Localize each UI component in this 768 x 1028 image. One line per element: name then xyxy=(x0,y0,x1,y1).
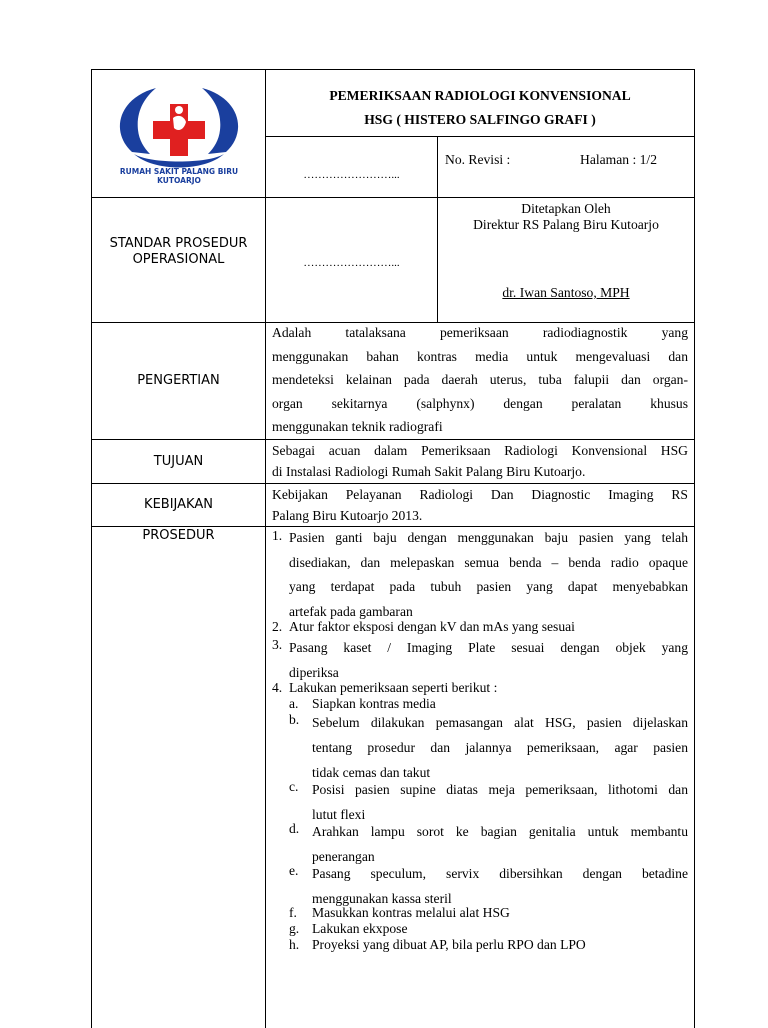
prosedur-item-2: Atur faktor eksposi dengan kV dan mAs yang sesuai xyxy=(289,619,575,634)
prosedur-item-line: Pasien ganti baju dengan menggunakan baju pasien yang telah xyxy=(289,530,688,545)
logo-text-line1: RUMAH SAKIT PALANG BIRU xyxy=(119,167,239,176)
pengertian-label: PENGERTIAN xyxy=(137,373,220,388)
prosedur-item-number: 1. xyxy=(272,528,283,543)
prosedur-item-1 xyxy=(289,526,688,624)
prosedur-item-line: diperiksa xyxy=(289,665,339,680)
sop-label-line2: OPERASIONAL xyxy=(132,252,225,267)
document-title: PEMERIKSAAN RADIOLOGI KONVENSIONAL xyxy=(329,88,631,103)
subitem-letter: g. xyxy=(289,921,300,936)
prosedur-item-line: disediakan, dan melepaskan semua benda – benda radio opaque xyxy=(289,554,688,570)
prosedur-item-number: 4. xyxy=(272,680,283,695)
subitem-letter: d. xyxy=(289,821,300,836)
prosedur-item-3 xyxy=(289,635,688,685)
prosedur-item-4: Lakukan pemeriksaan seperti berikut : xyxy=(289,680,498,695)
pengertian-line: Adalah tatalaksana pemeriksaan radiodiagnostik yang xyxy=(272,325,688,340)
subitem-letter: h. xyxy=(289,937,300,952)
hospital-logo xyxy=(104,80,254,192)
subitem-line: Arahkan lampu sorot ke bagian genitalia untuk membantu xyxy=(312,824,688,839)
subitem-a: Siapkan kontras media xyxy=(312,696,436,711)
subitem-line: tidak cemas dan takut xyxy=(312,765,431,780)
subitem-letter: f. xyxy=(289,905,297,920)
pengertian-line: organ sekitarnya (salphynx) dengan peralatan khusus xyxy=(272,395,688,411)
kebijakan-line: Palang Biru Kutoarjo 2013. xyxy=(272,508,423,523)
subitem-line: Sebelum dilakukan pemasangan alat HSG, pasien dijelaskan xyxy=(312,715,688,730)
tujuan-line: Sebagai acuan dalam Pemeriksaan Radiologi Konvensional HSG xyxy=(272,443,688,458)
subitem-f: Masukkan kontras melalui alat HSG xyxy=(312,905,510,920)
subitem-letter: a. xyxy=(289,696,299,711)
revision-label: No. Revisi : xyxy=(445,152,511,167)
tujuan-line: di Instalasi Radiologi Rumah Sakit Palang Biru Kutoarjo. xyxy=(272,464,586,479)
prosedur-item-line: artefak pada gambaran xyxy=(289,603,413,619)
pengertian-line: mendeteksi kelainan pada daerah uterus, tuba falupii dan organ- xyxy=(272,372,688,387)
pengertian-line: menggunakan bahan kontras media untuk mengevaluasi dan xyxy=(272,348,688,364)
subitem-line: menggunakan kassa steril xyxy=(312,891,452,906)
pengertian-line: menggunakan teknik radiografi xyxy=(272,419,443,434)
prosedur-item-line: Pasang kaset / Imaging Plate sesuai dengan objek yang xyxy=(289,640,688,655)
subitem-line: Posisi pasien supine diatas meja pemeriksaan, lithotomi dan xyxy=(312,782,688,797)
subitem-line: Pasang speculum, servix dibersihkan dengan betadine xyxy=(312,866,688,881)
subitem-g: Lakukan ekxpose xyxy=(312,921,408,936)
document-subtitle: HSG ( HISTERO SALFINGO GRAFI ) xyxy=(364,112,596,127)
sop-label-line1: STANDAR PROSEDUR xyxy=(109,236,248,251)
subitem-h: Proyeksi yang dibuat AP, bila perlu RPO dan LPO xyxy=(312,937,586,952)
subitem-b xyxy=(312,710,688,785)
prosedur-item-number: 2. xyxy=(272,619,283,634)
prosedur-label: PROSEDUR xyxy=(142,528,215,543)
document-number-dots: ……………………... xyxy=(303,169,400,181)
prosedur-item-line: yang terdapat pada tubuh pasien yang dapat menyebabkan xyxy=(289,579,688,594)
subitem-letter: c. xyxy=(289,779,299,794)
pengertian-text xyxy=(272,321,688,439)
page-number: Halaman : 1/2 xyxy=(580,152,658,167)
logo-text-line2: KUTOARJO xyxy=(157,176,201,185)
kebijakan-text xyxy=(272,484,688,526)
approved-by-line1: Ditetapkan Oleh xyxy=(521,201,611,216)
approved-by-line2: Direktur RS Palang Biru Kutoarjo xyxy=(473,217,659,232)
subitem-letter: b. xyxy=(289,712,300,727)
subitem-line: tentang prosedur dan jalannya pemeriksaan, agar pasien xyxy=(312,740,688,755)
subitem-line: penerangan xyxy=(312,849,375,864)
prosedur-item-number: 3. xyxy=(272,637,283,652)
kebijakan-line: Kebijakan Pelayanan Radiologi Dan Diagnostic Imaging RS xyxy=(272,487,688,502)
tujuan-label: TUJUAN xyxy=(153,454,204,469)
kebijakan-label: KEBIJAKAN xyxy=(144,497,213,512)
tujuan-text xyxy=(272,440,688,482)
subitem-line: lutut flexi xyxy=(312,807,366,822)
director-name: dr. Iwan Santoso, MPH xyxy=(502,285,630,300)
date-dots: ……………………... xyxy=(303,257,400,269)
subitem-letter: e. xyxy=(289,863,299,878)
subitem-e xyxy=(312,861,688,911)
